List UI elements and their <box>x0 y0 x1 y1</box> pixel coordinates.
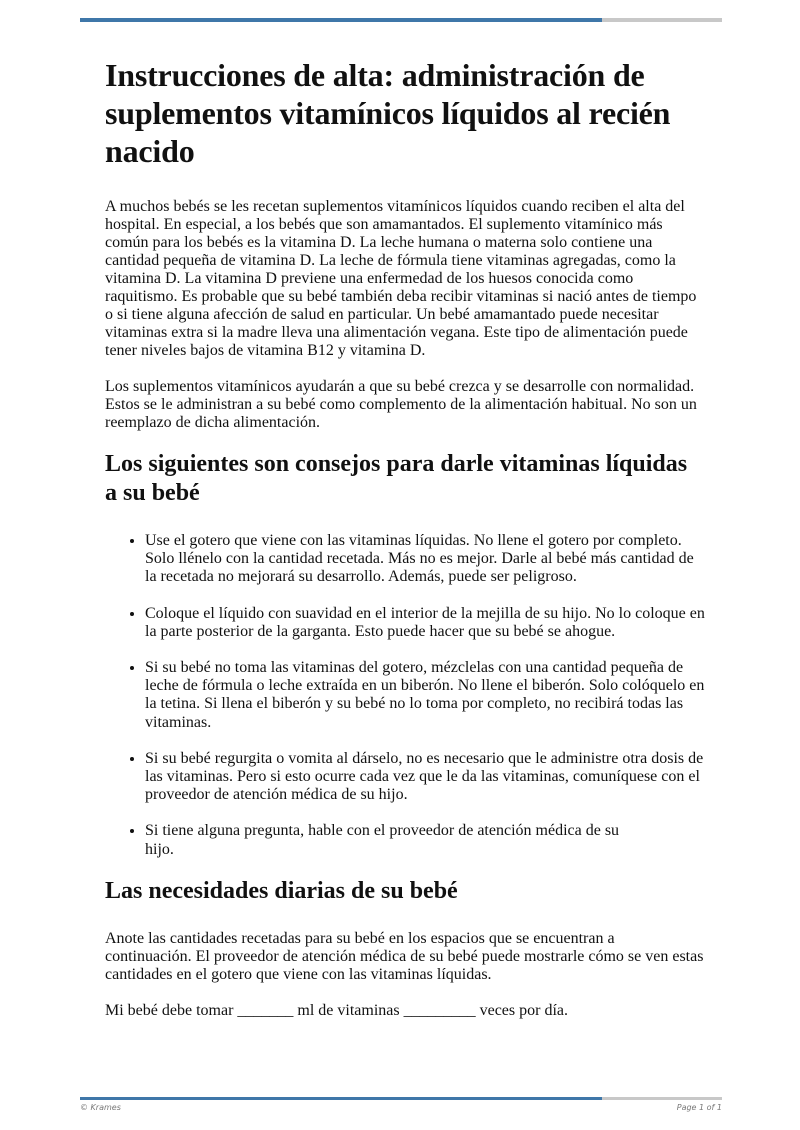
top-divider <box>80 18 722 22</box>
document-title: Instrucciones de alta: administración de suplementos vitamínicos líquidos al recién nacido <box>105 57 671 169</box>
intro-paragraph: A muchos bebés se les recetan suplementos vitamínicos líquidos cuando reciben el alta del hospital. En especial, a los bebés que son amamantados. El suplemento vitamínico más común para los bebés es la vitamina D. La leche humana o materna solo contiene una cantidad pequeña de vitamina D. La leche de fórmula tiene vitaminas agregadas, como la vitamina D. La vitamina D previene una enfermedad de los huesos conocida como raquitismo. Es probable que su bebé también deba recibir vitaminas si nació antes de tiempo o si tiene alguna afección de salud en particular. Un bebé amamantado puede necesitar vitaminas extra si la madre lleva una alimentación vegana. Este tipo de alimentación puede tener niveles bajos de vitamina B12 y vitamina D. <box>105 198 697 359</box>
section-heading-tips: Los siguientes son consejos para darle vitaminas líquidas a su bebé <box>105 451 688 506</box>
page-footer <box>80 1103 722 1112</box>
list-item: • Si su bebé no toma las vitaminas del gotero, mézclelas con una cantidad pequeña de leche de fórmula o leche extraída en un biberón. No llene el biberón. Solo colóquelo en la tetina. Si llena el biberón y su bebé no lo toma por completo, no recibirá todas las vitaminas. <box>145 659 705 732</box>
bottom-divider-secondary <box>602 1097 722 1100</box>
top-divider-secondary <box>602 18 722 22</box>
dosage-fill-in-line: Mi bebé debe tomar _______ ml de vitaminas _________ veces por día. <box>105 1001 569 1019</box>
bottom-divider <box>80 1097 722 1100</box>
bottom-divider-accent <box>80 1097 602 1100</box>
needs-paragraph: Anote las cantidades recetadas para su bebé en los espacios que se encuentran a continuación. El proveedor de atención médica de su bebé puede mostrarle cómo se ven estas cantidades en el gotero que viene con las vitaminas líquidas. <box>105 929 704 983</box>
top-divider-accent <box>80 18 602 22</box>
document-body <box>105 56 705 1038</box>
tips-list <box>105 532 705 859</box>
list-item: • Si su bebé regurgita o vomita al dárselo, no es necesario que le administre otra dosis de las vitaminas. Pero si esto ocurre cada vez que le da las vitaminas, comuníquese con el proveedor de atención médica de su hijo. <box>145 750 705 805</box>
list-item: • Use el gotero que viene con las vitaminas líquidas. No llene el gotero por completo. Solo llénelo con la cantidad recetada. Más no es mejor. Darle al bebé más cantidad de la recetada no mejorará su desarrollo. Además, puede ser peligroso. <box>145 532 705 587</box>
intro-paragraph: Los suplementos vitamínicos ayudarán a que su bebé crezca y se desarrolle con normalidad. Estos se le administran a su bebé como complemento de la alimentación habitual. No son un reemplazo de dicha alimentación. <box>105 378 697 431</box>
section-heading-needs: Las necesidades diarias de su bebé <box>105 877 458 904</box>
list-item: • Coloque el líquido con suavidad en el interior de la mejilla de su hijo. No lo coloque en la parte posterior de la garganta. Esto puede hacer que su bebé se ahogue. <box>145 605 705 641</box>
list-item: • Si tiene alguna pregunta, hable con el proveedor de atención médica de su hijo. <box>145 822 705 858</box>
page-number: Page 1 of 1 <box>676 1103 722 1112</box>
copyright-text: © Krames <box>80 1103 121 1112</box>
